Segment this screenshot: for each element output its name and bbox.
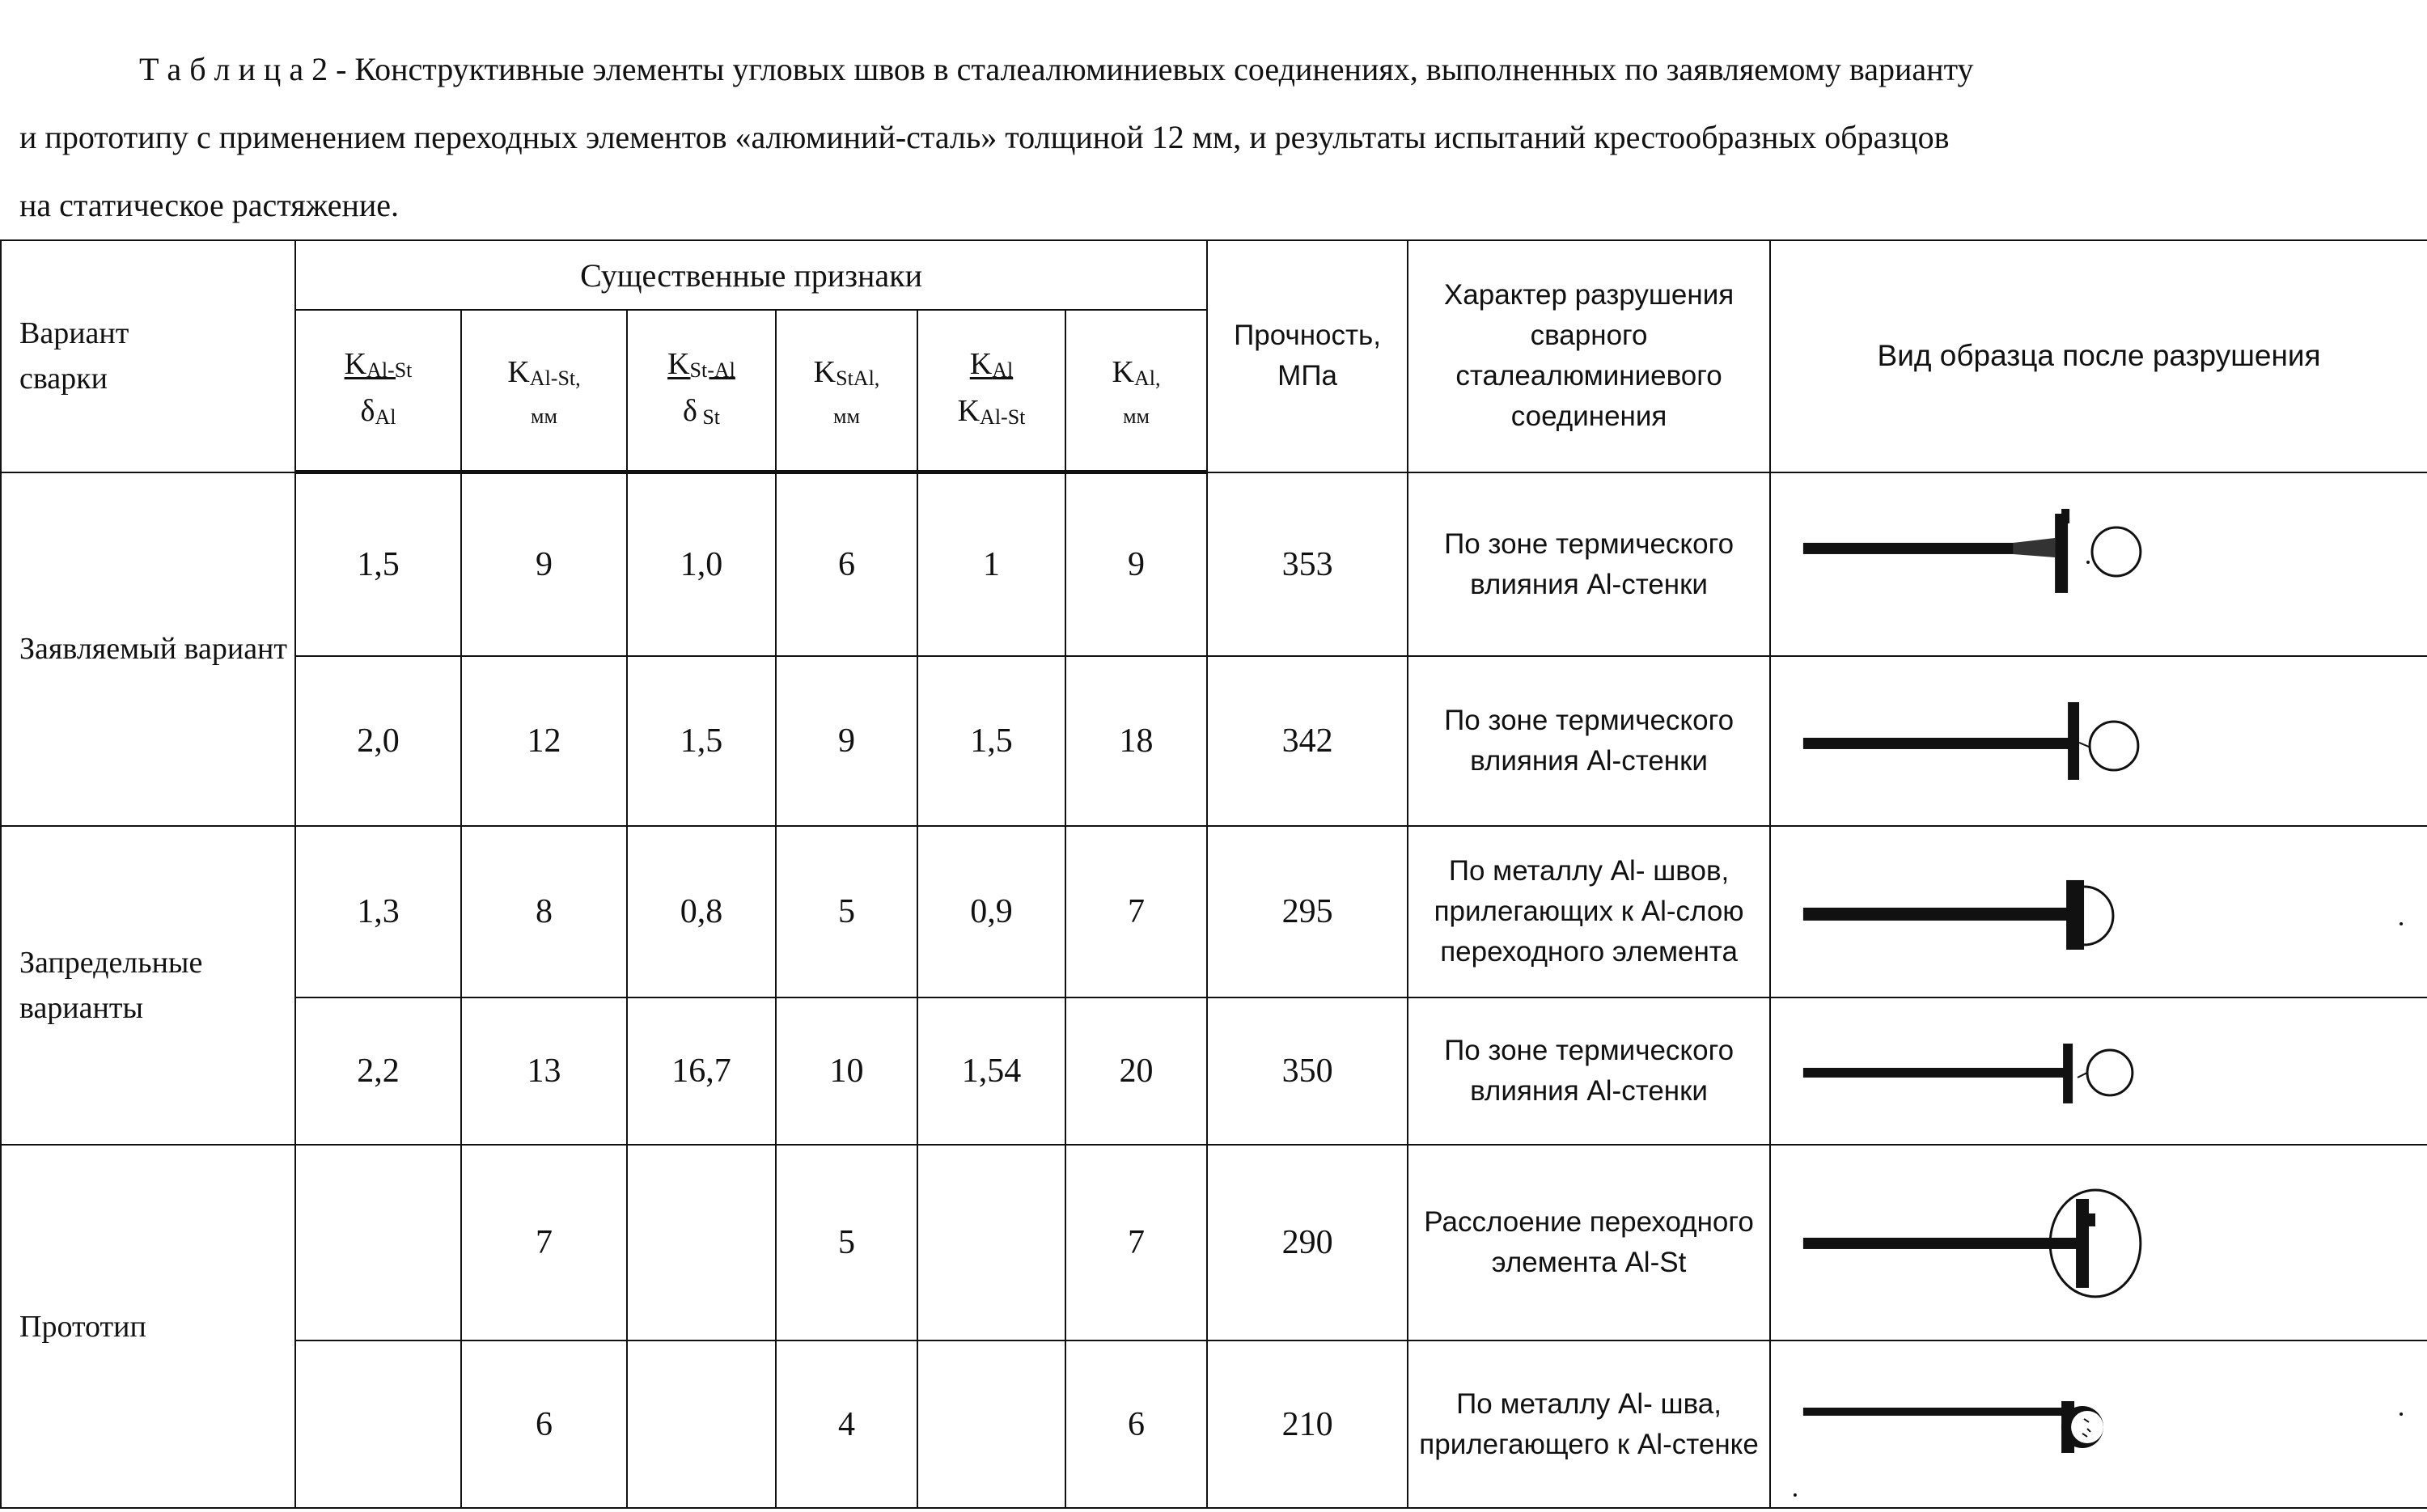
cell-c4: 10 (776, 997, 917, 1145)
cell-c2: 13 (461, 997, 627, 1145)
fraction-numerator (345, 344, 413, 391)
cell-strength: 350 (1207, 997, 1408, 1145)
cell-fracture: Расслоение переходного элемента Al-St (1408, 1145, 1770, 1340)
cell-fracture: По зоне термического влияния Al-стенки (1408, 997, 1770, 1145)
symbol-base: K (969, 346, 993, 381)
cell-c6: 9 (1065, 472, 1207, 657)
cell-fracture: По зоне термического влияния Al-стенки (1408, 656, 1770, 826)
symbol-sub: Al-St, (529, 366, 581, 390)
symbol-sub: Al (992, 358, 1014, 382)
table-row (1, 472, 2427, 657)
cell-specimen-image (1770, 826, 2427, 997)
cell-c3: 1,5 (627, 656, 776, 826)
cell-c3 (627, 1340, 776, 1508)
caption-line-3: на статическое растяжение. (19, 187, 400, 223)
unit-label: мм (1123, 404, 1150, 428)
symbol (814, 353, 880, 398)
cell-c2: 9 (461, 472, 627, 657)
cell-fracture: По металлу Al- шва, прилегающего к Al-стенке (1408, 1340, 1770, 1508)
caption-line-2: и прототипу с применением переходных элементов «алюминий-сталь» толщиной 12 мм, и результаты испытаний крестообразных образцов (19, 119, 1950, 155)
cell-fracture: По металлу Al- швов, прилегающих к Al-слою переходного элемента (1408, 826, 1770, 997)
specimen-sketch-6 (1771, 1341, 2427, 1507)
cell-c2: 6 (461, 1340, 627, 1508)
symbol-sub: St (697, 404, 721, 429)
symbol (1112, 353, 1161, 398)
cell-c6: 6 (1065, 1340, 1207, 1508)
symbol-base: K (813, 354, 837, 389)
cell-c2: 12 (461, 656, 627, 826)
header-col-kstal-ratio (627, 310, 776, 472)
header-variant-text: Вариант сварки (19, 316, 129, 396)
cell-strength: 210 (1207, 1340, 1408, 1508)
symbol-sub: St-Al (689, 358, 735, 382)
group-label-claimed: Заявляемый вариант (1, 472, 295, 827)
unit-label: мм (531, 404, 557, 428)
header-row-1 (1, 240, 2427, 310)
group-label-limit: Запредельные варианты (1, 826, 295, 1145)
unit-label: мм (833, 404, 860, 428)
cell-c5 (917, 1145, 1065, 1340)
fraction-denominator (361, 391, 396, 438)
cell-strength: 290 (1207, 1145, 1408, 1340)
fraction-numerator (970, 344, 1013, 391)
cell-c5: 1 (917, 472, 1065, 657)
symbol-base: K (507, 354, 530, 389)
specimen-sketch-3 (1771, 827, 2427, 997)
specimen-sketch-2 (1771, 657, 2427, 825)
fraction-denominator (958, 391, 1026, 438)
cell-c2: 7 (461, 1145, 627, 1340)
cell-c6: 7 (1065, 1145, 1207, 1340)
fraction-numerator (667, 344, 735, 391)
cell-specimen-image (1770, 1340, 2427, 1508)
cell-specimen-image (1770, 997, 2427, 1145)
header-fracture (1408, 240, 1770, 472)
header-view: Вид образца после разрушения (1770, 240, 2427, 472)
header-variant (1, 240, 295, 472)
cell-c1: 1,5 (295, 472, 461, 657)
table-caption (19, 36, 2398, 239)
cell-c4: 5 (776, 826, 917, 997)
cell-c3: 16,7 (627, 997, 776, 1145)
fraction-denominator (683, 391, 720, 438)
cell-specimen-image (1770, 472, 2427, 657)
fraction-kalst-over-dal (345, 344, 413, 438)
table-row (1, 826, 2427, 997)
group-label-prototype: Прототип (1, 1145, 295, 1508)
cell-c2: 8 (461, 826, 627, 997)
cell-c1 (295, 1145, 461, 1340)
table-row (1, 1145, 2427, 1340)
specimen-sketch-4 (1771, 998, 2427, 1144)
specimen-sketch-5 (1771, 1146, 2427, 1340)
cell-c3 (627, 1145, 776, 1340)
symbol-sub: StAl, (836, 366, 880, 390)
header-col-kalst-mm (461, 310, 627, 472)
cell-c4: 9 (776, 656, 917, 826)
symbol (507, 353, 580, 398)
symbol-sub: Al, (1134, 366, 1161, 390)
cell-c3: 0,8 (627, 826, 776, 997)
cell-c4: 6 (776, 472, 917, 657)
cell-c5: 1,5 (917, 656, 1065, 826)
cell-c5: 1,54 (917, 997, 1065, 1145)
cell-strength: 295 (1207, 826, 1408, 997)
cell-c1: 1,3 (295, 826, 461, 997)
table-row (1, 997, 2427, 1145)
symbol-sub: Al (375, 404, 396, 429)
cell-c1: 2,2 (295, 997, 461, 1145)
header-strength (1207, 240, 1408, 472)
cell-c6: 7 (1065, 826, 1207, 997)
header-col-kstal-mm (776, 310, 917, 472)
cell-c1 (295, 1340, 461, 1508)
symbol-base: δ (360, 393, 375, 428)
header-strength-text: Прочность, МПа (1234, 320, 1381, 392)
cell-c4: 4 (776, 1340, 917, 1508)
cell-specimen-image (1770, 656, 2427, 826)
cell-c1: 2,0 (295, 656, 461, 826)
symbol-base: K (957, 393, 981, 428)
cell-fracture: По зоне термического влияния Al-стенки (1408, 472, 1770, 657)
cell-c6: 18 (1065, 656, 1207, 826)
header-col-kal-mm (1065, 310, 1207, 472)
table-row (1, 1340, 2427, 1508)
header-col-kal-ratio (917, 310, 1065, 472)
cell-specimen-image (1770, 1145, 2427, 1340)
results-table (0, 239, 2427, 1509)
symbol-sub: Al-St (366, 358, 413, 382)
cell-strength: 353 (1207, 472, 1408, 657)
symbol-base: K (667, 346, 690, 381)
fraction-kal-over-kalst (958, 344, 1026, 438)
symbol-base: K (1112, 354, 1134, 389)
symbol-base: δ (682, 393, 697, 428)
cell-c3: 1,0 (627, 472, 776, 657)
table-row (1, 656, 2427, 826)
specimen-sketch-1 (1771, 473, 2427, 656)
cell-c5: 0,9 (917, 826, 1065, 997)
cell-c5 (917, 1340, 1065, 1508)
header-fracture-text: Характер разрушения сварного сталеалюминиевого соединения (1443, 279, 1734, 433)
fraction-kstal-over-dst (667, 344, 735, 438)
cell-c6: 20 (1065, 997, 1207, 1145)
cell-strength: 342 (1207, 656, 1408, 826)
cell-c4: 5 (776, 1145, 917, 1340)
caption-line-1: Т а б л и ц а 2 - Конструктивные элементы угловых швов в сталеалюминиевых соединениях, выполненных по заявляемому варианту (139, 51, 1974, 87)
symbol-sub: Al-St (980, 404, 1026, 429)
symbol-base: K (344, 346, 367, 381)
header-col-kalst-ratio (295, 310, 461, 472)
header-features: Существенные признаки (295, 240, 1207, 310)
